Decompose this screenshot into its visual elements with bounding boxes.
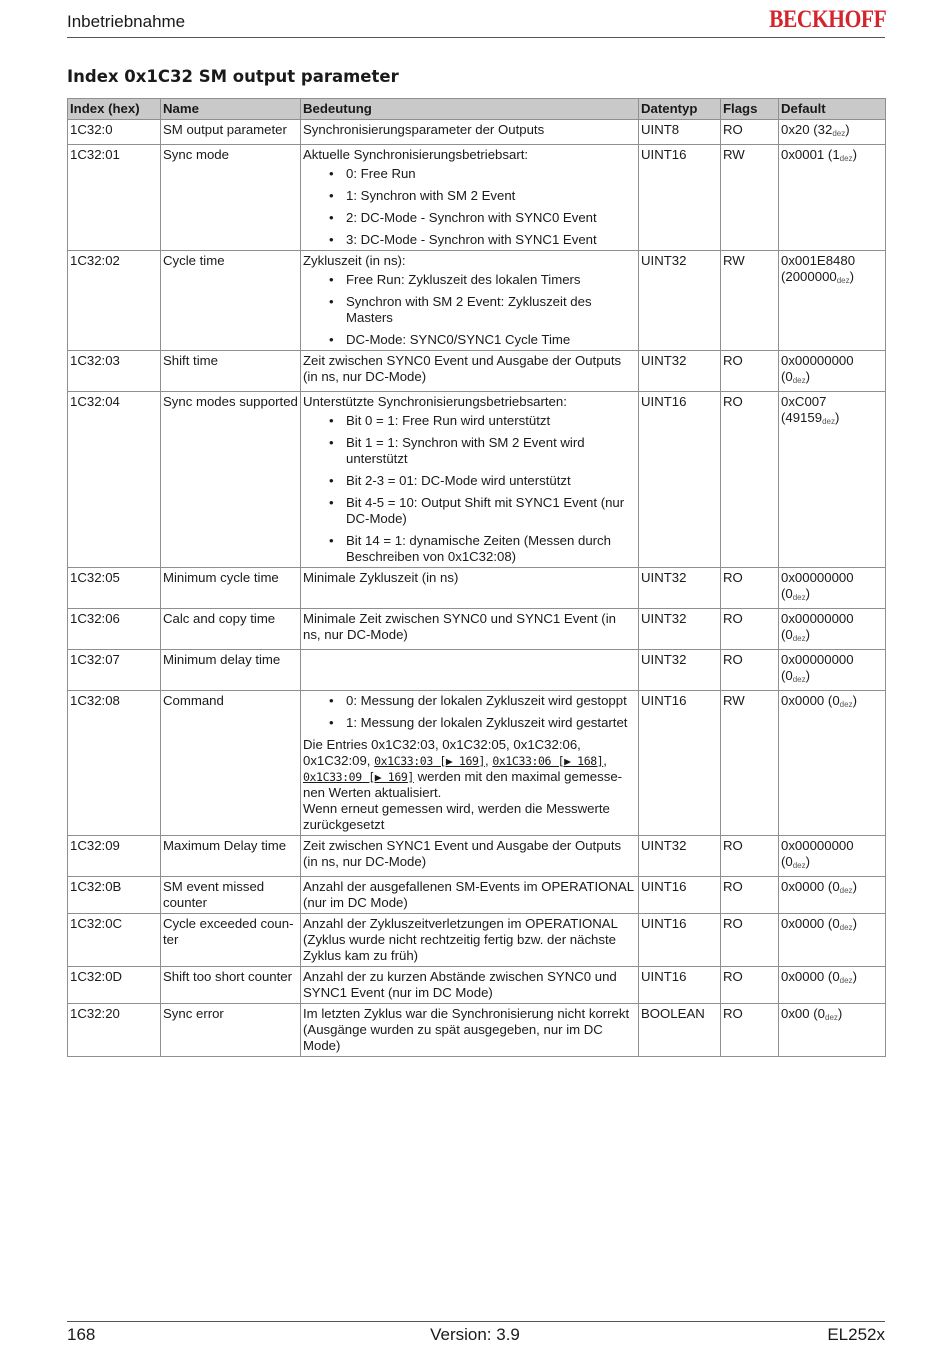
paragraph-text: Die Entries 0x1C32:03, 0x1C32:05, 0x1C32:06, 0x1C32:09,	[303, 737, 581, 768]
list-item: • Bit 2-3 = 01: DC-Mode wird unterstützt	[303, 473, 636, 489]
list-item: • Bit 4-5 = 10: Output Shift mit SYNC1 Event (nur DC-Mode)	[303, 495, 636, 527]
table-row	[68, 836, 886, 877]
default-value: 0x0000 (0	[781, 969, 840, 984]
cell-name: Cycle exceeded counter	[161, 914, 301, 967]
object-table	[67, 98, 886, 1057]
cell-meaning: Anzahl der ausgefallenen SM-Events im OPERATIONAL (nur im DC Mode)	[301, 877, 639, 914]
list-item: • 0: Messung der lokalen Zykluszeit wird gestoppt	[303, 693, 636, 709]
cell-default	[779, 351, 886, 392]
cell-name: SM event missed counter	[161, 877, 301, 914]
col-header-default: Default	[779, 99, 886, 120]
default-close: )	[852, 916, 857, 931]
cell-default	[779, 691, 886, 836]
cell-flags: RO	[721, 1004, 779, 1057]
cell-meaning	[301, 392, 639, 568]
cell-index: 1C32:0B	[68, 877, 161, 914]
default-value: 0x0000 (0	[781, 916, 840, 931]
default-close: )	[852, 969, 857, 984]
table-row	[68, 351, 886, 392]
default-close: )	[805, 668, 811, 683]
list-item: • Bit 0 = 1: Free Run wird unterstützt	[303, 413, 636, 429]
cell-flags: RO	[721, 392, 779, 568]
cell-index: 1C32:02	[68, 251, 161, 351]
cell-index: 1C32:03	[68, 351, 161, 392]
bullet-list	[303, 166, 636, 248]
cell-default	[779, 836, 886, 877]
table-row	[68, 609, 886, 650]
default-hex: 0x00000000	[781, 652, 854, 667]
cell-name: Shift time	[161, 351, 301, 392]
cell-default	[779, 1004, 886, 1057]
cell-default	[779, 568, 886, 609]
cell-name: Sync error	[161, 1004, 301, 1057]
cell-name: SM output parameter	[161, 120, 301, 145]
cell-index: 1C32:09	[68, 836, 161, 877]
footer-divider	[67, 1321, 885, 1322]
default-close: )	[845, 122, 850, 137]
cell-default	[779, 877, 886, 914]
default-value: (0	[781, 854, 793, 869]
dez-subscript: dez	[792, 634, 806, 643]
default-close: )	[805, 369, 811, 384]
default-hex: 0x00000000	[781, 570, 854, 585]
col-header-meaning: Bedeutung	[301, 99, 639, 120]
beckhoff-logo: BECKHOFF	[768, 6, 886, 33]
cell-meaning	[301, 145, 639, 251]
default-close: )	[837, 1006, 843, 1021]
default-hex: 0x00000000	[781, 838, 854, 853]
cell-meaning: Synchronisierungsparameter der Outputs	[301, 120, 639, 145]
table-row	[68, 877, 886, 914]
table-row	[68, 650, 886, 691]
cell-flags: RW	[721, 145, 779, 251]
list-item: • Bit 1 = 1: Synchron with SM 2 Event wird unterstützt	[303, 435, 636, 467]
cell-meaning: Im letzten Zyklus war die Synchronisierung nicht korrekt (Ausgänge wurden zu spät ausgegeben, nur im DC Mode)	[301, 1004, 639, 1057]
default-close: )	[852, 879, 857, 894]
table-row	[68, 392, 886, 568]
default-close: )	[849, 269, 855, 284]
cell-name: Calc and copy time	[161, 609, 301, 650]
default-value: (49159	[781, 410, 823, 425]
header-section-title: Inbetriebnahme	[67, 12, 186, 31]
header-divider	[67, 37, 885, 38]
page-title: Index 0x1C32 SM output parameter	[67, 67, 399, 86]
cell-index: 1C32:0C	[68, 914, 161, 967]
table-row	[68, 145, 886, 251]
cell-default	[779, 120, 886, 145]
default-value: 0x0001 (1	[781, 147, 840, 162]
default-close: )	[805, 586, 811, 601]
cell-index: 1C32:07	[68, 650, 161, 691]
default-value: 0x0000 (0	[781, 693, 840, 708]
dez-subscript: dez	[792, 861, 806, 870]
cell-default	[779, 914, 886, 967]
cell-index: 1C32:06	[68, 609, 161, 650]
cell-type: UINT32	[639, 251, 721, 351]
cell-flags: RO	[721, 609, 779, 650]
meaning-text: Zykluszeit (in ns):	[303, 253, 406, 268]
default-value: 0x0000 (0	[781, 879, 840, 894]
reset-note: Wenn erneut gemessen wird, werden die Messwerte zurückgesetzt	[303, 801, 610, 832]
dez-subscript: dez	[839, 154, 853, 163]
cell-type: UINT8	[639, 120, 721, 145]
table-row	[68, 967, 886, 1004]
product-name: EL252x	[827, 1325, 885, 1344]
page-number: 168	[67, 1325, 96, 1344]
cell-meaning: Zeit zwischen SYNC0 Event und Ausgabe der Outputs (in ns, nur DC-Mode)	[301, 351, 639, 392]
table-row	[68, 1004, 886, 1057]
cell-type: UINT16	[639, 145, 721, 251]
table-row	[68, 251, 886, 351]
version-label: Version: 3.9	[430, 1325, 520, 1344]
cell-flags: RO	[721, 120, 779, 145]
list-item: • 1: Synchron with SM 2 Event	[303, 188, 636, 204]
cell-type: BOOLEAN	[639, 1004, 721, 1057]
cell-meaning	[301, 251, 639, 351]
entries-paragraph	[303, 737, 636, 801]
default-value: 0x00 (0	[781, 1006, 825, 1021]
cell-meaning: Anzahl der zu kurzen Abstände zwischen SYNC0 und SYNC1 Event (nur im DC Mode)	[301, 967, 639, 1004]
dez-subscript: dez	[836, 276, 850, 285]
cell-default	[779, 251, 886, 351]
cell-index: 1C32:0D	[68, 967, 161, 1004]
cell-type: UINT16	[639, 914, 721, 967]
cell-index: 1C32:01	[68, 145, 161, 251]
bullet-list	[303, 413, 636, 565]
dez-subscript: dez	[792, 376, 806, 385]
cell-name: Command	[161, 691, 301, 836]
cell-default	[779, 967, 886, 1004]
cell-meaning	[301, 691, 639, 836]
cell-name: Cycle time	[161, 251, 301, 351]
cell-flags: RO	[721, 568, 779, 609]
list-item: • 2: DC-Mode - Synchron with SYNC0 Event	[303, 210, 636, 226]
xref-link[interactable]: 0x1C33:06 [▶ 168]	[492, 754, 604, 768]
separator: ,	[603, 753, 607, 768]
cell-flags: RO	[721, 877, 779, 914]
cell-name: Sync modes supported	[161, 392, 301, 568]
cell-flags: RW	[721, 691, 779, 836]
xref-link[interactable]: 0x1C33:03 [▶ 169]	[374, 754, 486, 768]
cell-type: UINT32	[639, 650, 721, 691]
col-header-type: Datentyp	[639, 99, 721, 120]
cell-flags: RO	[721, 836, 779, 877]
cell-flags: RO	[721, 914, 779, 967]
list-item: • 3: DC-Mode - Synchron with SYNC1 Event	[303, 232, 636, 248]
paragraph-text: werden mit den maximal gemessenen Werten aktualisiert.	[303, 769, 623, 800]
cell-meaning: Minimale Zykluszeit (in ns)	[301, 568, 639, 609]
default-close: )	[852, 147, 857, 162]
list-item: • Bit 14 = 1: dynamische Zeiten (Messen durch Beschreiben von 0x1C32:08)	[303, 533, 636, 565]
default-value: (0	[781, 586, 793, 601]
bullet-list	[303, 693, 636, 731]
cell-flags: RO	[721, 351, 779, 392]
dez-subscript: dez	[839, 700, 853, 709]
meaning-text: Aktuelle Synchronisierungsbetriebsart:	[303, 147, 529, 162]
default-value: (0	[781, 369, 793, 384]
cell-default	[779, 609, 886, 650]
default-hex: 0xC007	[781, 394, 827, 409]
dez-subscript: dez	[839, 886, 853, 895]
cell-type: UINT32	[639, 351, 721, 392]
meaning-text: Unterstützte Synchronisierungsbetriebsarten:	[303, 394, 567, 409]
cell-name: Minimum cycle time	[161, 568, 301, 609]
default-value: (2000000	[781, 269, 837, 284]
cell-default	[779, 392, 886, 568]
cell-flags: RW	[721, 251, 779, 351]
cell-meaning: Zeit zwischen SYNC1 Event und Ausgabe der Outputs (in ns, nur DC-Mode)	[301, 836, 639, 877]
col-header-flags: Flags	[721, 99, 779, 120]
default-value: (0	[781, 627, 793, 642]
table-header-row	[68, 99, 886, 120]
dez-subscript: dez	[832, 129, 846, 138]
xref-link[interactable]: 0x1C33:09 [▶ 169]	[303, 770, 414, 784]
cell-type: UINT16	[639, 691, 721, 836]
table-row	[68, 568, 886, 609]
table-row	[68, 914, 886, 967]
default-close: )	[852, 693, 857, 708]
cell-index: 1C32:04	[68, 392, 161, 568]
cell-index: 1C32:0	[68, 120, 161, 145]
list-item: • Synchron with SM 2 Event: Zykluszeit des Masters	[303, 294, 636, 326]
cell-index: 1C32:08	[68, 691, 161, 836]
col-header-name: Name	[161, 99, 301, 120]
cell-meaning	[301, 650, 639, 691]
cell-meaning: Anzahl der Zykluszeitverletzungen im OPERATIONAL (Zyklus wurde nicht rechtzeitig fertig bzw. der nächste Zyklus kam zu früh)	[301, 914, 639, 967]
table-row	[68, 120, 886, 145]
default-hex: 0x00000000	[781, 353, 854, 368]
list-item: • 1: Messung der lokalen Zykluszeit wird gestartet	[303, 715, 636, 731]
cell-meaning: Minimale Zeit zwischen SYNC0 und SYNC1 Event (in ns, nur DC-Mode)	[301, 609, 639, 650]
cell-type: UINT16	[639, 392, 721, 568]
cell-type: UINT32	[639, 609, 721, 650]
cell-type: UINT32	[639, 836, 721, 877]
dez-subscript: dez	[839, 923, 853, 932]
default-value: 0x20 (32	[781, 122, 833, 137]
default-close: )	[834, 410, 840, 425]
table-row	[68, 691, 886, 836]
list-item: • Free Run: Zykluszeit des lokalen Timers	[303, 272, 636, 288]
cell-name: Sync mode	[161, 145, 301, 251]
col-header-index: Index (hex)	[68, 99, 161, 120]
list-item: • 0: Free Run	[303, 166, 636, 182]
default-close: )	[805, 627, 811, 642]
cell-default	[779, 650, 886, 691]
cell-name: Maximum Delay time	[161, 836, 301, 877]
default-value: (0	[781, 668, 793, 683]
cell-type: UINT16	[639, 967, 721, 1004]
cell-default	[779, 145, 886, 251]
dez-subscript: dez	[839, 976, 853, 985]
default-close: )	[805, 854, 811, 869]
bullet-list	[303, 272, 636, 348]
cell-type: UINT16	[639, 877, 721, 914]
dez-subscript: dez	[825, 1013, 838, 1022]
cell-name: Shift too short counter	[161, 967, 301, 1004]
dez-subscript: dez	[792, 593, 806, 602]
cell-flags: RO	[721, 967, 779, 1004]
cell-index: 1C32:20	[68, 1004, 161, 1057]
separator: ,	[485, 753, 493, 768]
dez-subscript: dez	[792, 675, 806, 684]
default-hex: 0x00000000	[781, 611, 854, 626]
default-hex: 0x001E8480	[781, 253, 856, 268]
cell-type: UINT32	[639, 568, 721, 609]
cell-index: 1C32:05	[68, 568, 161, 609]
cell-flags: RO	[721, 650, 779, 691]
list-item: • DC-Mode: SYNC0/SYNC1 Cycle Time	[303, 332, 636, 348]
cell-name: Minimum delay time	[161, 650, 301, 691]
dez-subscript: dez	[822, 417, 835, 426]
